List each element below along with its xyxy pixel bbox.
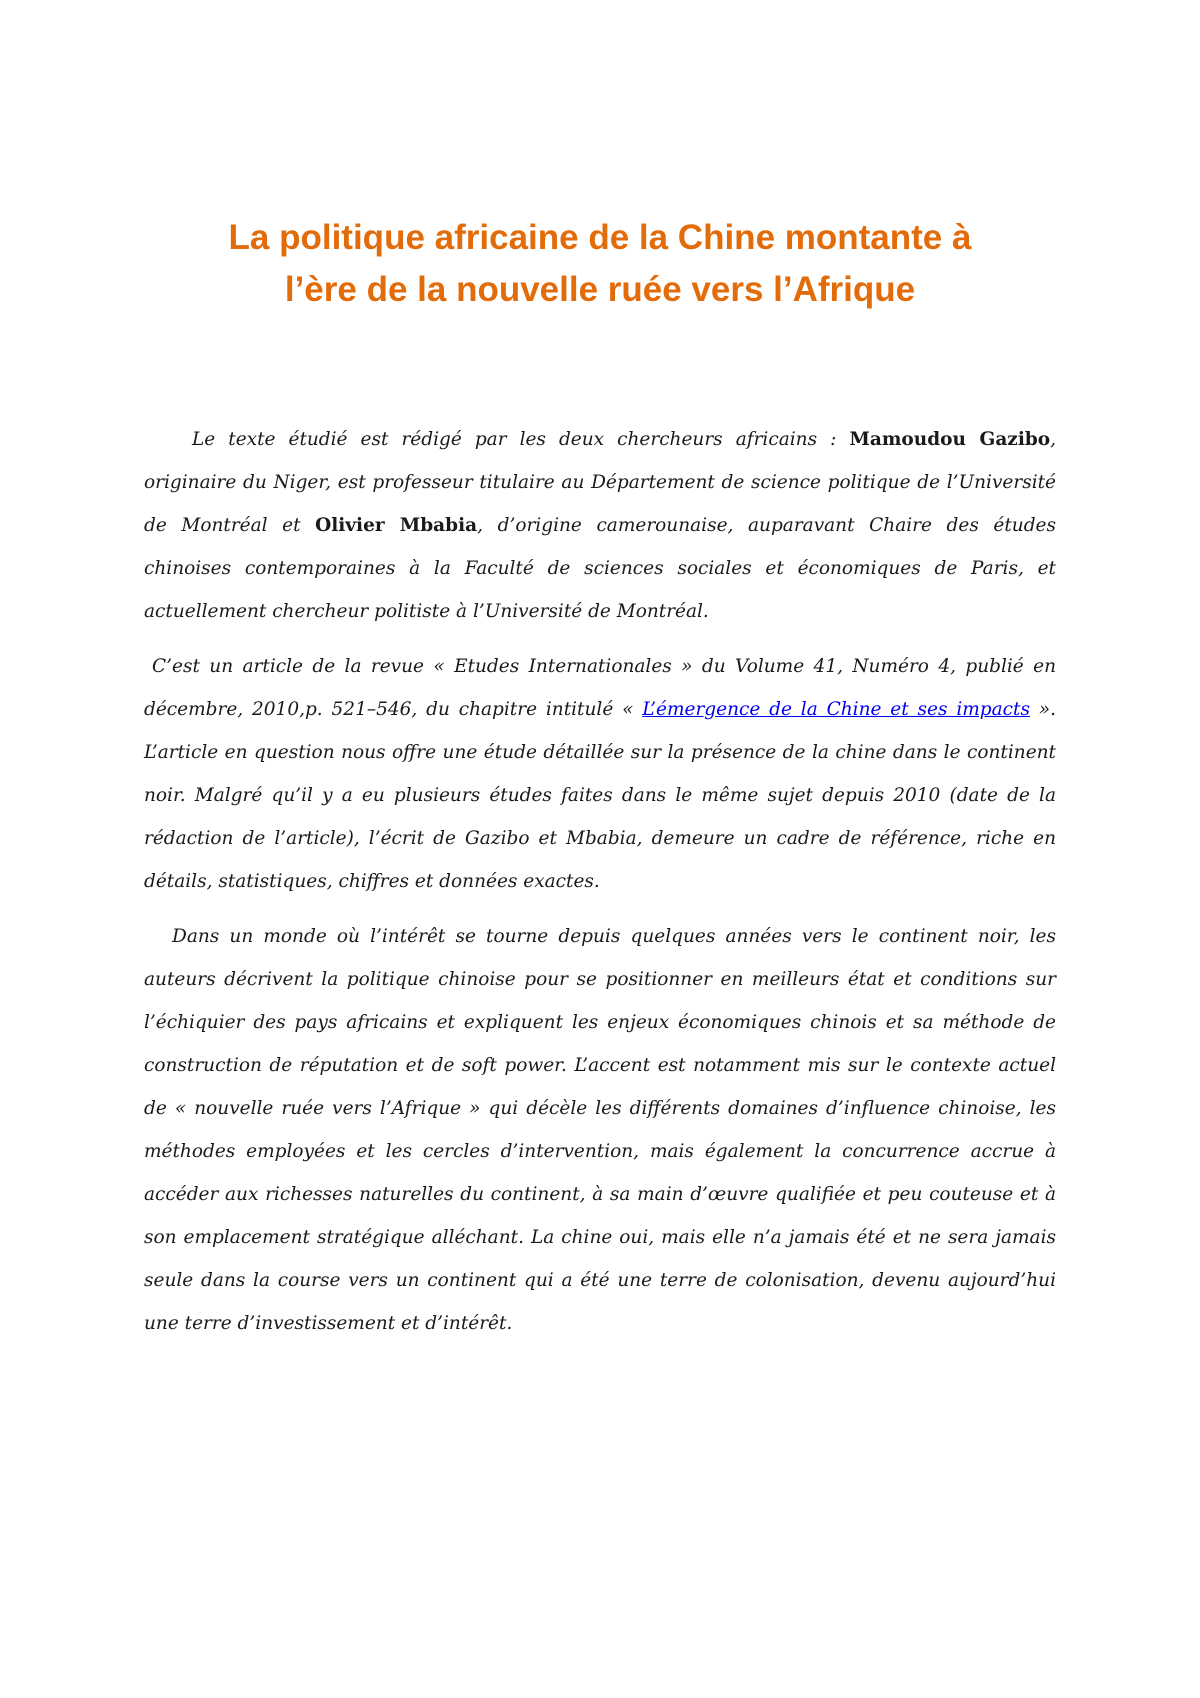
paragraph-article-reference — [144, 645, 1056, 903]
paragraph-context — [144, 915, 1056, 1345]
author-name-gazibo: Mamoudou Gazibo — [849, 429, 1051, 450]
paragraph-text: , originaire du Niger, est professeur titulaire au Département de science politique de l’Université de Montréal et — [144, 429, 1057, 536]
chapter-link[interactable]: L’émergence de la Chine et ses impacts — [642, 699, 1030, 720]
author-name-mbabia: Olivier Mbabia — [315, 515, 478, 536]
paragraph-text: Le texte étudié est rédigé par les deux chercheurs africains : — [192, 429, 850, 450]
title-line-1: La politique africaine de la Chine montante à — [228, 218, 972, 257]
paragraph-authors — [144, 418, 1056, 633]
paragraph-text: ». L’article en question nous offre une étude détaillée sur la présence de la chine dans le continent noir. Malgré qu’il y a eu plusieurs études faites dans le même sujet depuis 2010 (date de la rédaction de l’article), l’écrit de Gazibo et Mbabia, demeure un cadre de référence, riche en détails, statistiques, chiffres et données exactes. — [144, 699, 1056, 892]
paragraph-text: C’est un article de la revue « Etudes Internationales » du Volume 41, Numéro 4, publié en décembre, 2010,p. 521–546, du chapitre intitulé « — [144, 656, 1056, 720]
title-line-2: l’ère de la nouvelle ruée vers l’Afrique — [284, 270, 916, 309]
page-title — [120, 212, 1080, 316]
paragraph-text: Dans un monde où l’intérêt se tourne depuis quelques années vers le continent noir, les auteurs décrivent la politique chinoise pour se positionner en meilleurs état et conditions sur l’échiquier des pays africains et expliquent les enjeux économiques chinois et sa méthode de construction de réputation et de soft power. L’accent est notamment mis sur le contexte actuel de « nouvelle ruée vers l’Afrique » qui décèle les différents domaines d’influence chinoise, les méthodes employées et les cercles d’intervention, mais également la concurrence accrue à accéder aux richesses naturelles du continent, à sa main d’œuvre qualifiée et peu couteuse et à son emplacement stratégique alléchant. La chine oui, mais elle n’a jamais été et ne sera jamais seule dans la course vers un continent qui a été une terre de colonisation, devenu aujourd’hui une terre d’investissement et d’intérêt. — [144, 926, 1056, 1334]
paragraph-text: , d’origine camerounaise, auparavant Chaire des études chinoises contemporaines à la Faculté de sciences sociales et économiques de Paris, et actuellement chercheur politiste à l’Université de Montréal. — [144, 515, 1056, 622]
